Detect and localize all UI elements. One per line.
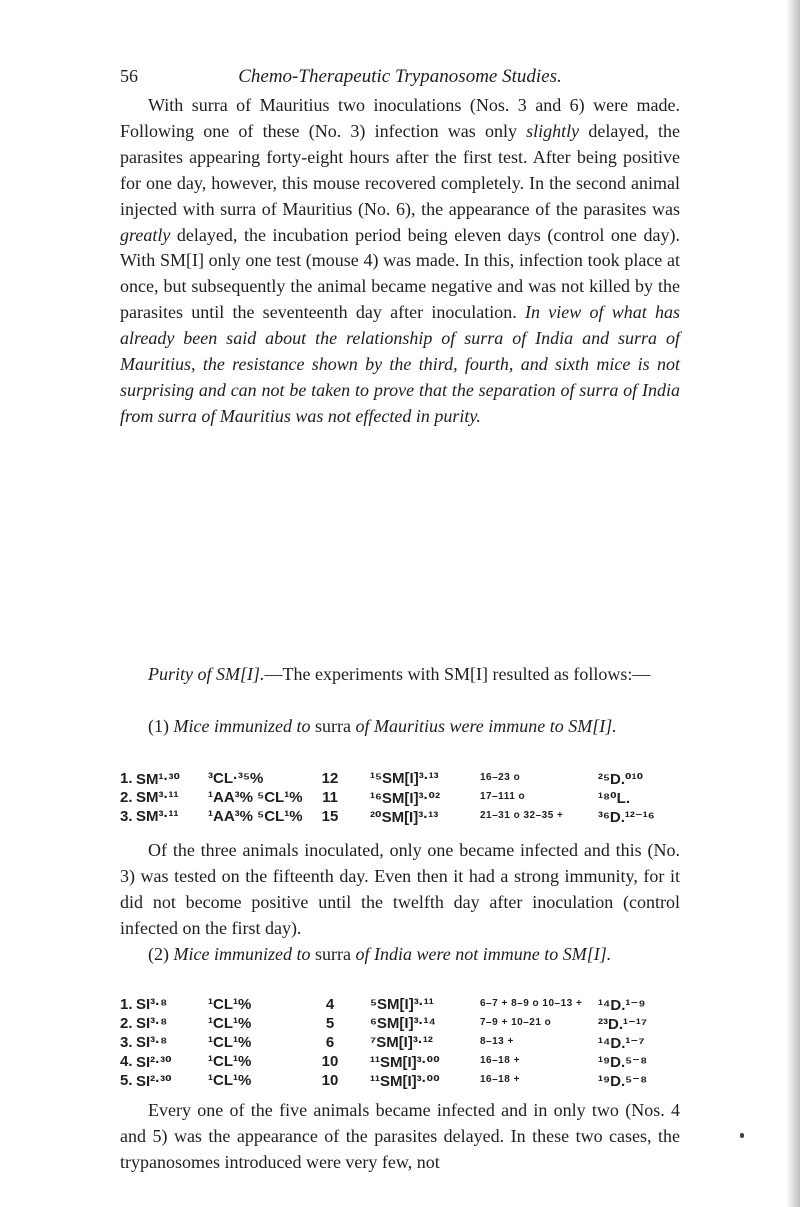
immunizing-strain: SI³·⁸ bbox=[136, 1034, 168, 1051]
outcome: ²³D.¹⁻¹⁷ bbox=[598, 1016, 648, 1033]
row-number: 1. bbox=[120, 770, 133, 787]
interval-days: 5 bbox=[325, 1015, 335, 1032]
outcome: ¹⁹D.⁵⁻⁸ bbox=[598, 1073, 648, 1090]
paragraph-experiment-2-summary: Every one of the five animals became infected and in only two (Nos. 4 and 5) was the appearance of the parasites delayed. In these two cases, the trypanosomes introduced were very few, not bbox=[120, 1100, 680, 1172]
interval-days: 4 bbox=[325, 996, 335, 1013]
outcome: ³⁶D.¹²⁻¹⁶ bbox=[598, 809, 655, 826]
page-header bbox=[120, 66, 680, 90]
outcome: ²⁵D.⁰¹⁰ bbox=[598, 771, 644, 788]
test-results: 16–18 + bbox=[480, 1074, 520, 1085]
emphasis: of India were not immune to SM[I]. bbox=[355, 944, 612, 964]
table-row bbox=[120, 789, 700, 808]
experiment-table-1 bbox=[120, 770, 700, 827]
page-edge-shadow bbox=[786, 0, 800, 1207]
test-results: 17–111 o bbox=[480, 791, 526, 802]
table-row bbox=[120, 1034, 700, 1053]
immunizing-strain: SI²·³⁰ bbox=[136, 1054, 172, 1071]
interval-days: 11 bbox=[322, 789, 338, 806]
table-row bbox=[120, 1015, 700, 1034]
interval-days: 10 bbox=[321, 1053, 339, 1070]
text-run: surra bbox=[310, 716, 356, 736]
row-number: 3. bbox=[120, 808, 133, 825]
row-number: 2. bbox=[120, 789, 133, 806]
table-row bbox=[120, 1053, 700, 1072]
experiment-table-2 bbox=[120, 996, 700, 1091]
test-results: 21–31 o 32–35 + bbox=[480, 810, 564, 821]
immunizing-strain: SM³·¹¹ bbox=[136, 789, 179, 806]
immunizing-strain: SI³·⁸ bbox=[136, 1015, 168, 1032]
interval-days: 15 bbox=[321, 808, 339, 825]
row-number: 1. bbox=[120, 996, 133, 1013]
text-run: (1) bbox=[148, 716, 174, 736]
test-strain: ⁷SM[I]³·¹² bbox=[370, 1034, 433, 1051]
text-run: With surra of Mauritius two inoculations (Nos. 3 and 6) were made. Following one of these (No. 3) infection was only bbox=[120, 95, 680, 141]
drug-treatment: ³CL·³⁵% bbox=[208, 770, 264, 787]
outcome: ¹⁴D.¹⁻⁷ bbox=[598, 1035, 645, 1052]
test-results: 8–13 + bbox=[480, 1036, 514, 1047]
table-row bbox=[120, 808, 700, 827]
test-strain: ¹⁵SM[I]³·¹³ bbox=[370, 770, 439, 787]
row-number: 4. bbox=[120, 1053, 133, 1070]
text-run: delayed, the incubation period being eleven days (control one day). With SM[I] only one test (mouse 4) was made. In this, infection took place at once, but subsequently the animal became negative and was not killed by the parasites until the seventeenth day after inoculation. bbox=[120, 224, 680, 323]
test-strain: ²⁰SM[I]³·¹³ bbox=[370, 809, 439, 826]
table-row bbox=[120, 1072, 700, 1091]
drug-treatment: ¹CL¹% bbox=[208, 1072, 252, 1089]
text-run: delayed, the parasites appearing forty-eight hours after the first test. After being positive for one day, however, this mouse recovered completely. In the second animal injected with surra of Mauritius (No. 6), the appearance of the parasites was bbox=[120, 120, 680, 219]
emphasis: slightly bbox=[526, 120, 580, 141]
row-number: 5. bbox=[120, 1072, 133, 1089]
text-run: (2) bbox=[148, 944, 174, 964]
drug-treatment: ¹CL¹% bbox=[208, 996, 252, 1013]
emphasis: greatly bbox=[120, 224, 171, 245]
drug-treatment: ¹CL¹% bbox=[208, 1053, 252, 1070]
test-results: 7–9 + 10–21 o bbox=[480, 1017, 552, 1028]
outcome: ¹⁹D.⁵⁻⁸ bbox=[598, 1054, 648, 1071]
drug-treatment: ¹CL¹% bbox=[208, 1015, 252, 1032]
paragraph-experiment-1-heading bbox=[120, 714, 680, 740]
drug-treatment: ¹AA³% ⁵CL¹% bbox=[208, 808, 303, 825]
test-strain: ¹¹SM[I]³·⁰⁰ bbox=[370, 1054, 440, 1071]
emphasis: In view of what has already been said about the relationship of surra of India and surra of Mauritius, the resistance shown by the third, fourth, and sixth mice is not surprising and can not be taken to prove that the separation of surra of India from surra of Mauritius was not effected in purity. bbox=[120, 302, 680, 426]
test-strain: ¹¹SM[I]³·⁰⁰ bbox=[370, 1073, 440, 1090]
drug-treatment: ¹AA³% ⁵CL¹% bbox=[208, 789, 303, 806]
test-results: 16–23 o bbox=[480, 772, 521, 783]
emphasis: Mice immunized to bbox=[173, 716, 311, 736]
row-number: 2. bbox=[120, 1015, 133, 1032]
test-strain: ⁵SM[I]³·¹¹ bbox=[370, 996, 434, 1013]
immunizing-strain: SI²·³⁰ bbox=[136, 1073, 172, 1090]
page-number: 56 bbox=[120, 66, 138, 86]
immunizing-strain: SM¹·³⁰ bbox=[136, 771, 181, 788]
test-results: 6–7 + 8–9 o 10–13 + bbox=[480, 998, 583, 1009]
section-heading: Purity of SM[I]. bbox=[148, 664, 265, 684]
interval-days: 6 bbox=[325, 1034, 335, 1051]
emphasis: of Mauritius were immune to SM[I]. bbox=[355, 716, 617, 736]
running-title: Chemo-Therapeutic Trypanosome Studies. bbox=[238, 66, 562, 87]
paragraph-experiment-2-heading bbox=[120, 942, 680, 968]
text-run: —The experiments with SM[I] resulted as follows:— bbox=[264, 664, 651, 684]
interval-days: 10 bbox=[321, 1072, 339, 1089]
ink-speck bbox=[740, 1133, 744, 1138]
immunizing-strain: SM³·¹¹ bbox=[136, 808, 179, 825]
test-strain: ⁶SM[I]³·¹⁴ bbox=[370, 1015, 436, 1032]
text-run: surra bbox=[310, 944, 356, 964]
interval-days: 12 bbox=[321, 770, 339, 787]
table-row bbox=[120, 770, 700, 789]
row-number: 3. bbox=[120, 1034, 133, 1051]
test-results: 16–18 + bbox=[480, 1055, 520, 1066]
table-row bbox=[120, 996, 700, 1015]
outcome: ¹⁸⁰L. bbox=[598, 790, 630, 807]
drug-treatment: ¹CL¹% bbox=[208, 1034, 252, 1051]
immunizing-strain: SI³·⁸ bbox=[136, 996, 168, 1013]
test-strain: ¹⁶SM[I]³·⁰² bbox=[370, 790, 441, 807]
paragraph-mauritius-inoculations bbox=[120, 93, 680, 430]
paragraph-experiment-1-summary: Of the three animals inoculated, only one became infected and this (No. 3) was tested on the fifteenth day. Even then it had a strong immunity, for it did not become positive until the twelfth day after inoculation (control infected on the first day). bbox=[120, 840, 680, 938]
paragraph-purity-heading bbox=[120, 662, 680, 688]
emphasis: Mice immunized to bbox=[173, 944, 311, 964]
outcome: ¹⁴D.¹⁻⁹ bbox=[598, 997, 646, 1014]
